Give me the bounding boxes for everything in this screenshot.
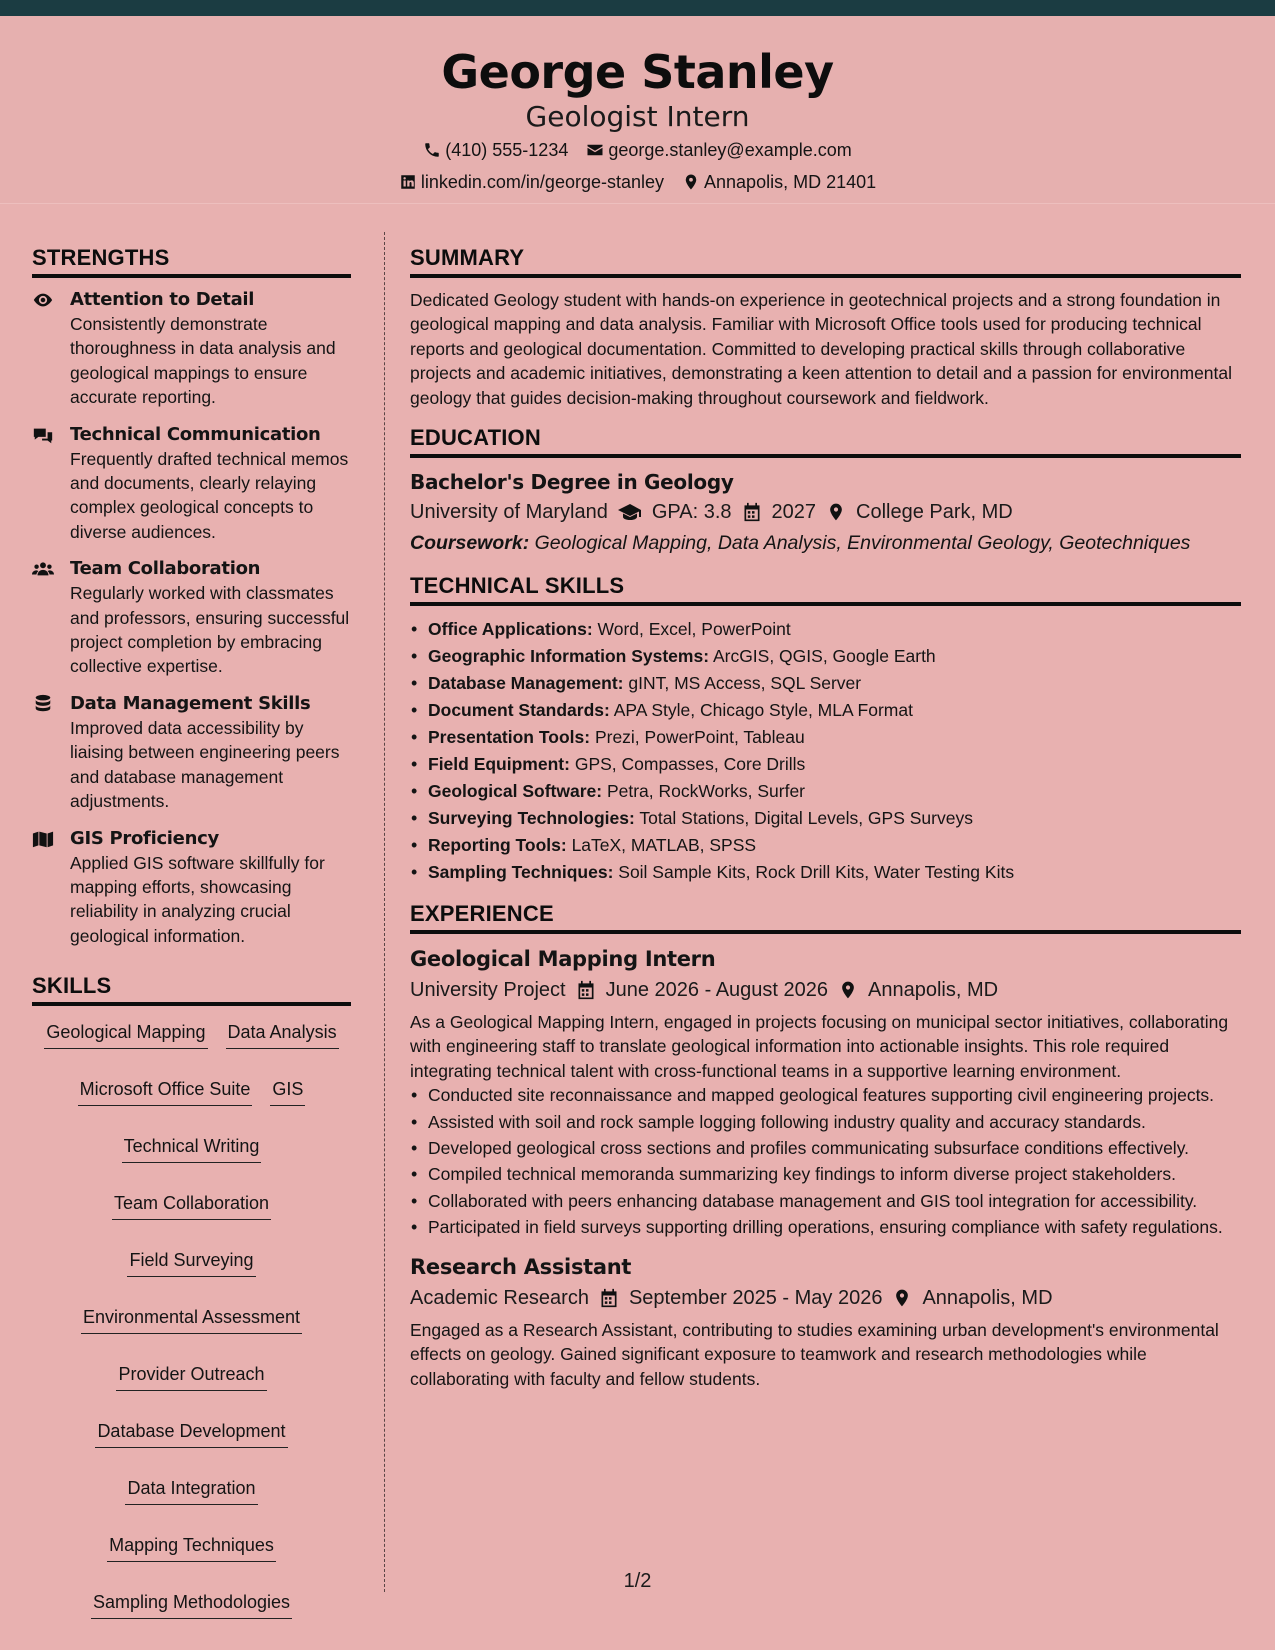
- list-item: • Developed geological cross sections and profiles communicating subsurface conditions effectively.: [410, 1136, 1241, 1160]
- graduation-cap-icon: [618, 502, 642, 522]
- skill-tag: Environmental Assessment: [81, 1305, 302, 1334]
- list-item: • Geographic Information Systems: ArcGIS, QGIS, Google Earth: [410, 643, 1241, 670]
- skill-tag: Database Development: [95, 1419, 287, 1448]
- contact-row-1: [0, 134, 1275, 166]
- resume-header: [0, 16, 1275, 204]
- map-pin-icon: [826, 502, 846, 522]
- location-contact: [682, 166, 876, 198]
- experience-heading: EXPERIENCE: [410, 900, 1241, 934]
- email-text: george.stanley@example.com: [608, 140, 852, 160]
- contact-row-2: [0, 166, 1275, 198]
- linkedin-icon: [399, 173, 417, 191]
- calendar-icon: [742, 502, 762, 522]
- phone-icon: [423, 141, 441, 159]
- coursework-list: Geological Mapping, Data Analysis, Environmental Geology, Geotechniques: [534, 532, 1191, 555]
- phone-text: (410) 555-1234: [445, 140, 569, 160]
- strength-title: Team Collaboration: [70, 558, 261, 580]
- envelope-icon: [586, 141, 604, 159]
- list-item: • Office Applications: Word, Excel, PowerPoint: [410, 616, 1241, 643]
- skill-tag: Provider Outreach: [116, 1362, 266, 1391]
- school-location: College Park, MD: [856, 501, 1013, 524]
- map-pin-icon: [892, 1288, 912, 1308]
- strength-title: Attention to Detail: [70, 289, 255, 310]
- skill-tag: Data Analysis: [226, 1020, 339, 1049]
- list-item: • Collaborated with peers enhancing database management and GIS tool integration for accessibility.: [410, 1189, 1241, 1213]
- job-title: Research Assistant: [410, 1254, 632, 1279]
- linkedin-text: linkedin.com/in/george-stanley: [420, 172, 665, 192]
- list-item: • Reporting Tools: LaTeX, MATLAB, SPSS: [410, 832, 1241, 859]
- education-meta: [410, 496, 1241, 528]
- technical-skills-list: [410, 616, 1241, 886]
- left-column: [32, 244, 351, 1619]
- phone-contact[interactable]: [423, 134, 568, 166]
- candidate-title: Geologist Intern: [525, 100, 750, 133]
- database-icon: [32, 694, 54, 714]
- email-contact[interactable]: [586, 134, 851, 166]
- summary-heading: SUMMARY: [410, 244, 1241, 278]
- strength-desc: Improved data accessibility by liaising between engineering peers and database management adjustments.: [70, 717, 340, 812]
- skill-tag: Mapping Techniques: [107, 1533, 276, 1562]
- list-item: • Geological Software: Petra, RockWorks, Surfer: [410, 778, 1241, 805]
- technical-skills-heading: TECHNICAL SKILLS: [410, 572, 1241, 606]
- list-item: • Surveying Technologies: Total Stations, Digital Levels, GPS Surveys: [410, 805, 1241, 832]
- map-pin-icon: [838, 980, 858, 1000]
- column-divider: [384, 232, 385, 1592]
- job-title: Geological Mapping Intern: [410, 947, 716, 972]
- chat-icon: [32, 425, 54, 445]
- strength-item: [32, 827, 351, 949]
- job-bullets: [410, 1083, 1241, 1239]
- map-icon: [32, 829, 54, 849]
- job-dates: June 2026 - August 2026: [605, 979, 829, 1002]
- right-column: [410, 244, 1241, 1391]
- list-item: • Database Management: gINT, MS Access, SQL Server: [410, 670, 1241, 697]
- job-org: Academic Research: [410, 1286, 589, 1309]
- coursework: [410, 528, 1241, 558]
- skill-tag: Team Collaboration: [112, 1191, 271, 1220]
- strength-desc: Consistently demonstrate thoroughness in data analysis and geological mappings to ensure accurate reporting.: [70, 314, 336, 408]
- degree-title: Bachelor's Degree in Geology: [410, 470, 734, 495]
- school-name: University of Maryland: [410, 501, 608, 524]
- strengths-heading: STRENGTHS: [32, 244, 351, 278]
- job-dates: September 2025 - May 2026: [628, 1286, 883, 1309]
- page-number: 1/2: [623, 1570, 652, 1592]
- skill-tag: Sampling Methodologies: [91, 1590, 292, 1619]
- list-item: • Compiled technical memoranda summarizing key findings to inform diverse project stakeholders.: [410, 1162, 1241, 1186]
- candidate-name: George Stanley: [441, 45, 834, 99]
- skill-tag: GIS: [270, 1077, 305, 1106]
- job-org: University Project: [410, 979, 566, 1002]
- list-item: • Presentation Tools: Prezi, PowerPoint, Tableau: [410, 724, 1241, 751]
- strength-title: GIS Proficiency: [70, 827, 219, 849]
- calendar-icon: [576, 980, 596, 1000]
- job-description: Engaged as a Research Assistant, contributing to studies examining urban development's environmental effects on geology. Gained significant exposure to teamwork and research methodologies while collaborating with faculty and fellow students.: [410, 1319, 1219, 1389]
- job-entry: [410, 944, 1241, 1240]
- list-item: • Document Standards: APA Style, Chicago Style, MLA Format: [410, 697, 1241, 724]
- top-accent-bar: [0, 0, 1275, 16]
- gpa-text: GPA: 3.8: [651, 501, 732, 524]
- strength-title: Data Management Skills: [70, 692, 311, 714]
- skill-tag: Technical Writing: [122, 1134, 262, 1163]
- list-item: • Assisted with soil and rock sample logging following industry quality and accuracy standards.: [410, 1110, 1241, 1134]
- list-item: • Participated in field surveys supporting drilling operations, ensuring compliance with safety regulations.: [410, 1215, 1241, 1239]
- skill-tag: Microsoft Office Suite: [78, 1077, 253, 1106]
- skill-tag: Geological Mapping: [44, 1020, 207, 1049]
- job-location: Annapolis, MD: [922, 1286, 1053, 1309]
- calendar-icon: [599, 1288, 619, 1308]
- strength-item: [32, 692, 351, 814]
- skill-tag: Data Integration: [125, 1476, 257, 1505]
- strength-item: [32, 557, 351, 679]
- strength-desc: Applied GIS software skillfully for mapping efforts, showcasing reliability in analyzing crucial geological information.: [70, 852, 325, 946]
- job-entry: [410, 1252, 1241, 1391]
- skills-tags: [32, 1016, 351, 1619]
- job-meta: [410, 974, 1241, 1006]
- list-item: • Field Equipment: GPS, Compasses, Core Drills: [410, 751, 1241, 778]
- list-item: • Sampling Techniques: Soil Sample Kits, Rock Drill Kits, Water Testing Kits: [410, 859, 1241, 886]
- job-description: As a Geological Mapping Intern, engaged in projects focusing on municipal sector initiatives, collaborating with engineering staff to translate geological information into actionable insights. This role required integrating technical talent with cross-functional teams in a supportive learning environment.: [410, 1012, 1229, 1081]
- strength-item: [32, 288, 351, 410]
- map-pin-icon: [682, 173, 700, 191]
- job-meta: [410, 1282, 1241, 1314]
- eye-icon: [32, 290, 54, 310]
- skill-tag: Field Surveying: [127, 1248, 255, 1277]
- strength-item: [32, 423, 351, 545]
- education-heading: EDUCATION: [410, 424, 1241, 458]
- strength-title: Technical Communication: [70, 423, 321, 445]
- users-icon: [32, 559, 54, 579]
- coursework-label: Coursework:: [410, 532, 530, 555]
- strength-desc: Regularly worked with classmates and professors, ensuring successful project completion by embracing collective expertise.: [70, 583, 350, 677]
- strength-desc: Frequently drafted technical memos and documents, clearly relaying complex geological concepts to diverse audiences.: [70, 448, 349, 542]
- summary-text: Dedicated Geology student with hands-on experience in geotechnical projects and a strong foundation in geological mapping and data analysis. Familiar with Microsoft Office tools used for producing technical reports and geological documentation. Committed to developing practical skills through collaborative projects and academic initiatives, demonstrating a keen attention to detail and a passion for environmental geology that guides decision-making throughout coursework and fieldwork.: [410, 290, 1233, 408]
- list-item: • Conducted site reconnaissance and mapped geological features supporting civil engineering projects.: [410, 1083, 1241, 1107]
- skills-heading: SKILLS: [32, 972, 351, 1006]
- location-text: Annapolis, MD 21401: [704, 172, 877, 192]
- graduation-year: 2027: [771, 501, 817, 524]
- linkedin-contact[interactable]: [399, 166, 664, 198]
- job-location: Annapolis, MD: [868, 979, 999, 1002]
